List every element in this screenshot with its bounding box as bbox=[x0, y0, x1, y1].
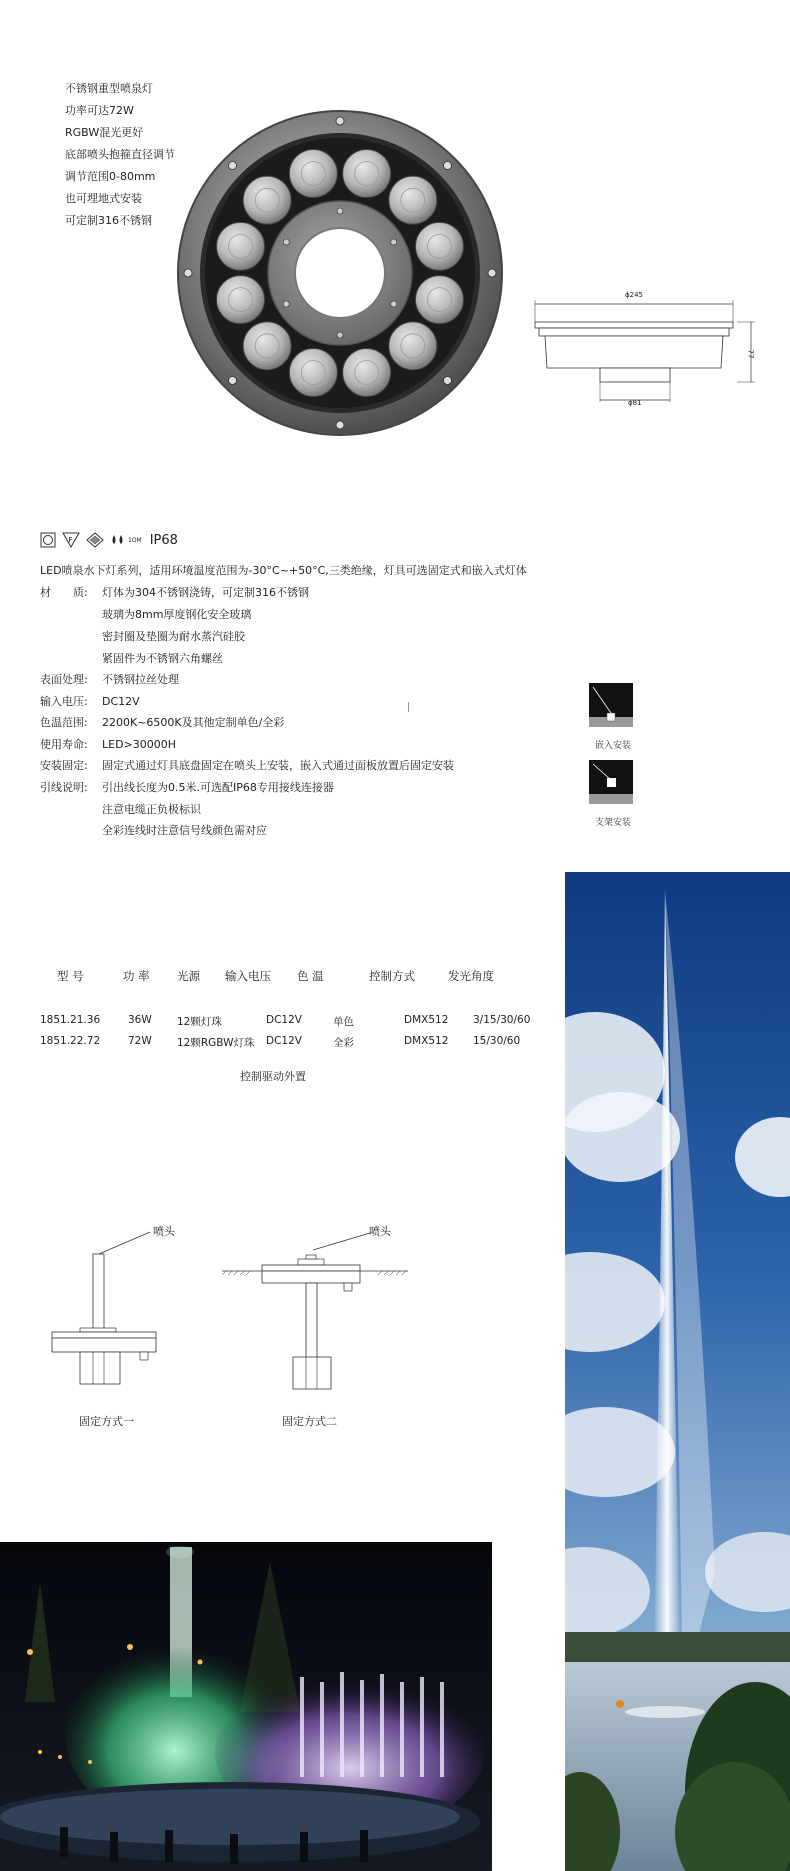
led-lens bbox=[217, 222, 265, 270]
spec-value: 不锈钢拉丝处理 bbox=[102, 673, 179, 686]
dim-bottom-width: ϕ81 bbox=[628, 399, 642, 407]
spec-value: 引出线长度为0.5米.可选配IP68专用接线连接器 bbox=[102, 781, 334, 794]
led-lens bbox=[289, 150, 337, 198]
table-header: 控制方式 bbox=[369, 969, 415, 983]
mounting-method-2: 固定方式二 bbox=[282, 1415, 337, 1428]
spec-cable bbox=[40, 779, 334, 795]
led-lens bbox=[389, 176, 437, 224]
intro-line: 功率可达72W bbox=[65, 104, 134, 117]
spec-color bbox=[40, 714, 284, 730]
spec-voltage bbox=[40, 693, 140, 709]
intro-line: 不锈钢重型喷泉灯 bbox=[65, 82, 153, 95]
table-cell: DMX512 bbox=[404, 1014, 449, 1026]
table-cell: 1851.22.72 bbox=[40, 1035, 101, 1047]
table-header: 发光角度 bbox=[448, 969, 494, 983]
screw bbox=[336, 421, 344, 429]
depth-label: 1OM bbox=[128, 536, 142, 544]
led-lens bbox=[415, 276, 463, 324]
table-cell: DC12V bbox=[266, 1014, 302, 1026]
table-header: 光源 bbox=[177, 969, 200, 983]
led-lens bbox=[343, 348, 391, 396]
table-cell: 15/30/60 bbox=[473, 1035, 521, 1047]
table-cell: 72W bbox=[128, 1035, 152, 1047]
spec-value: 2200K~6500K及其他定制单色/全彩 bbox=[102, 716, 285, 729]
fountain-daytime-photo bbox=[565, 872, 790, 1871]
screw bbox=[488, 269, 496, 277]
spec-intro: LED喷泉水下灯系列，适用环境温度范围为-30°C~+50°C,三类绝缘，灯具可选固定式和嵌入式灯体 bbox=[40, 564, 527, 577]
embedded-install-caption: 嵌入安装 bbox=[595, 741, 632, 751]
spec-label: 输入电压: bbox=[40, 695, 88, 708]
mounting-method-1: 固定方式一 bbox=[79, 1415, 134, 1428]
intro-line: 调节范围0-80mm bbox=[65, 170, 156, 183]
fountain-night-photo bbox=[0, 1542, 492, 1871]
spec-material bbox=[40, 584, 309, 600]
spec-value: 玻璃为8mm厚度钢化安全玻璃 bbox=[102, 608, 252, 621]
screw bbox=[391, 301, 397, 307]
table-cell: 全彩 bbox=[333, 1037, 354, 1049]
f-mark-icon bbox=[62, 532, 80, 548]
table-cell: 单色 bbox=[333, 1016, 354, 1028]
table-header: 型 号 bbox=[57, 969, 84, 983]
spec-value: DC12V bbox=[102, 695, 140, 708]
table-cell: DC12V bbox=[266, 1035, 302, 1047]
table-cell: 12颗灯珠 bbox=[177, 1016, 222, 1028]
table-cell: DMX512 bbox=[404, 1035, 449, 1047]
screw bbox=[337, 208, 343, 214]
dim-height: 77 bbox=[746, 349, 755, 359]
screw bbox=[391, 239, 397, 245]
screw bbox=[229, 162, 237, 170]
screw bbox=[336, 117, 344, 125]
ul-icon bbox=[40, 532, 56, 548]
water-drops-icon bbox=[110, 533, 126, 547]
led-lens bbox=[415, 222, 463, 270]
spec-label: 安装固定: bbox=[40, 759, 88, 772]
screw bbox=[443, 162, 451, 170]
led-lens bbox=[289, 348, 337, 396]
table-cell: 3/15/30/60 bbox=[473, 1014, 531, 1026]
spec-value: LED>30000H bbox=[102, 738, 177, 751]
dim-top-width: ϕ245 bbox=[625, 291, 643, 299]
spec-value: 灯体为304不锈钢浇铸，可定制316不锈钢 bbox=[102, 586, 309, 599]
mounting-diagram-2 bbox=[218, 1215, 413, 1395]
spec-label: 材 质: bbox=[40, 586, 88, 599]
bracket-install-caption: 支架安装 bbox=[595, 818, 632, 828]
intro-line: 也可埋地式安装 bbox=[65, 192, 142, 205]
table-header: 色 温 bbox=[297, 969, 324, 983]
led-lens bbox=[343, 150, 391, 198]
table-header: 功 率 bbox=[123, 969, 150, 983]
product-photo bbox=[175, 108, 505, 438]
diamond-mark-icon bbox=[86, 532, 104, 548]
dimension-drawing bbox=[525, 288, 760, 418]
intro-line: 可定制316不锈钢 bbox=[65, 214, 152, 227]
spec-value: 紧固件为不锈钢六角螺丝 bbox=[102, 652, 223, 665]
screw bbox=[229, 376, 237, 384]
led-lens bbox=[243, 176, 291, 224]
led-lens bbox=[217, 276, 265, 324]
table-note: 控制驱动外置 bbox=[240, 1070, 306, 1083]
table-cell: 36W bbox=[128, 1014, 152, 1026]
screw bbox=[283, 301, 289, 307]
spec-label: 色温范围: bbox=[40, 716, 88, 729]
table-cell: 1851.21.36 bbox=[40, 1014, 101, 1026]
spec-value: 密封圈及垫圈为耐水蒸汽硅胶 bbox=[102, 630, 245, 643]
spec-label: 表面处理: bbox=[40, 673, 88, 686]
bracket-install-icon bbox=[589, 760, 633, 804]
led-lens bbox=[389, 322, 437, 370]
embedded-install-icon bbox=[589, 683, 633, 727]
spec-value: 固定式通过灯具底盘固定在喷头上安装，嵌入式通过面板放置后固定安装 bbox=[102, 759, 454, 772]
spec-value: 注意电缆正负极标识 bbox=[102, 803, 201, 816]
divider bbox=[408, 702, 409, 712]
intro-line: 底部喷头抱箍直径调节 bbox=[65, 148, 175, 161]
table-cell: 12颗RGBW灯珠 bbox=[177, 1037, 255, 1049]
screw bbox=[337, 332, 343, 338]
table-header: 输入电压 bbox=[225, 969, 271, 983]
nozzle-label: 喷头 bbox=[369, 1225, 391, 1238]
intro-line: RGBW混光更好 bbox=[65, 126, 144, 139]
spec-life bbox=[40, 736, 176, 752]
spec-value: 全彩连线时注意信号线颜色需对应 bbox=[102, 824, 267, 837]
cert-row bbox=[40, 532, 178, 548]
mounting-diagram-1 bbox=[40, 1210, 170, 1395]
screw bbox=[283, 239, 289, 245]
ip-rating: IP68 bbox=[149, 532, 178, 548]
spec-surface bbox=[40, 671, 179, 687]
spec-label: 使用寿命: bbox=[40, 738, 88, 751]
screw bbox=[443, 376, 451, 384]
screw bbox=[184, 269, 192, 277]
svg-text:F: F bbox=[68, 536, 73, 544]
nozzle-label: 喷头 bbox=[153, 1225, 175, 1238]
spec-install bbox=[40, 757, 454, 773]
led-lens bbox=[243, 322, 291, 370]
spec-label: 引线说明: bbox=[40, 781, 88, 794]
